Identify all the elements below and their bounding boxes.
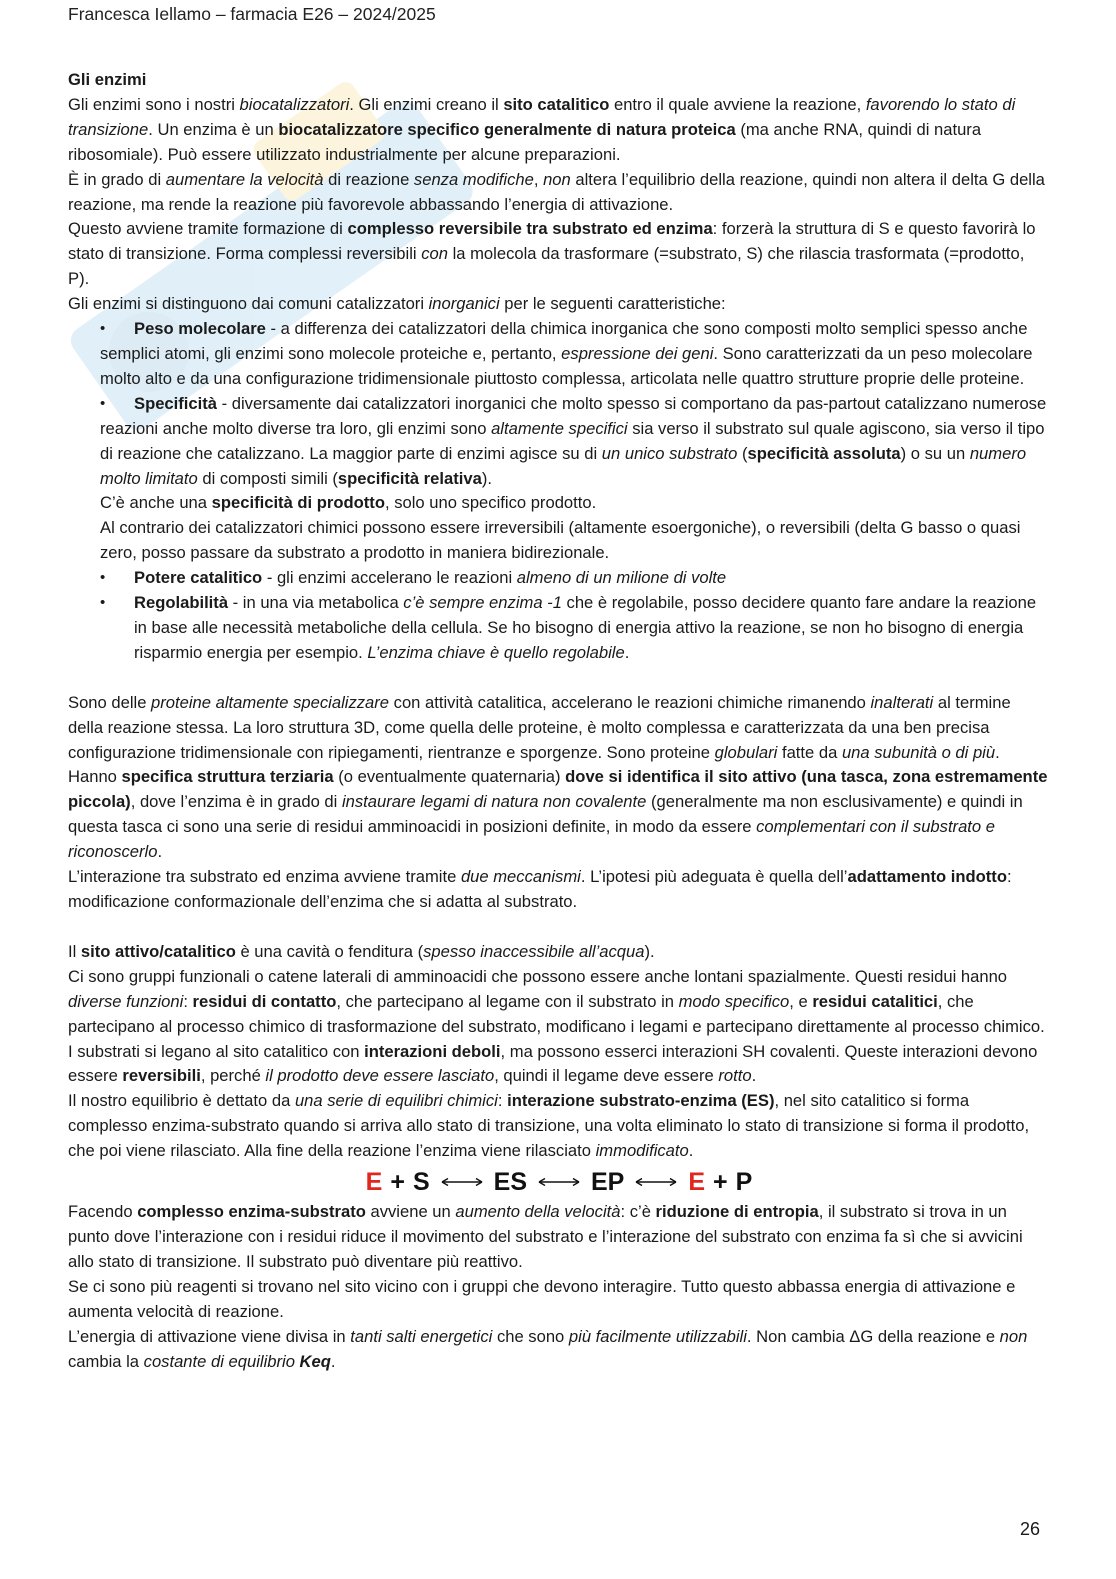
paragraph-5: Sono delle proteine altamente specializzare con attività catalitica, accelerano le reazioni chimiche rimanendo inalterati al termine della reazione stessa. La loro struttura 3D, come quella delle proteine, è molto complessa e caratterizzata da una ben precisa configurazione tridimensionale con ripiegamenti, rientranze e sporgenze. Sono proteine globulari fatte da una subunità o di più. Hanno specifica struttura terziaria (o eventualmente quaternaria) dove si identifica il sito attivo (una tasca, zona estremamente piccola), dove l’enzima è in grado di instaurare legami di natura non covalente (generalmente ma non esclusivamente) e quindi in questa tasca ci sono una serie di residui amminoacidi in posizioni definite, in modo da essere complementari con il substrato e riconoscerlo. — [68, 692, 1048, 862]
paragraph-11: Facendo complesso enzima-substrato avviene un aumento della velocità: c’è riduzione di entropia, il substrato si trova in un punto dove l’interazione con i residui riduce il movimento del substrato e l’interazione del substrato con enzima fa sì che si avvicini allo stato di transizione. Il substrato può diventare più reattivo. — [68, 1202, 1023, 1271]
paragraph-1: Gli enzimi sono i nostri biocatalizzatori. Gli enzimi creano il sito catalitico entro il quale avviene la reazione, favorendo lo stato di transizione. Un enzima è un biocatalizzatore specifico generalmente di natura proteica (ma anche RNA, quindi di natura ribosomiale). Può essere utilizzato industrialmente per alcune preparazioni. — [68, 94, 1016, 164]
paragraph-13: L’energia di attivazione viene divisa in tanti salti energetici che sono più facilmente utilizzabili. Non cambia ΔG della reazione e non cambia la costante di equilibrio Keq. — [68, 1326, 1028, 1371]
list-item-potere-catalitico: • Potere catalitico - gli enzimi accelerano le reazioni almeno di un milione di volte — [68, 566, 1050, 591]
double-arrow-icon — [440, 1176, 484, 1188]
paragraph-10: Il nostro equilibrio è dettato da una serie di equilibri chimici: interazione substrato-enzima (ES), nel sito catalitico si forma complesso enzima-substrato quando si arriva allo stato di transizione, una volta eliminato lo stato di transizione si forma il prodotto, che poi viene rilasciato. Alla fine della reazione l’enzima viene rilasciato immodificato. — [68, 1091, 1030, 1161]
list-item-regolabilita: • Regolabilità - in una via metabolica c’è sempre enzima -1 che è regolabile, posso decidere quanto fare andare la reazione in base alle necessità metaboliche della cellula. Se ho bisogno di energia attivo la reazione, se non ho bisogno di energia risparmio energia per esempio. L’enzima chiave è quello regolabile. — [68, 591, 1050, 666]
section-title: Gli enzimi — [68, 70, 147, 89]
eq-product: P — [735, 1167, 753, 1196]
paragraph-7: Il sito attivo/catalitico è una cavità o fenditura (spesso inaccessibile all’acqua). — [68, 941, 655, 961]
paragraph-3: Questo avviene tramite formazione di complesso reversibile tra substrato ed enzima: forzerà la struttura di S e questo favorirà lo stato di transizione. Forma complessi reversibili con la molecola da trasformare (=substrato, S) che rilascia trasformata (=prodotto, P). — [68, 219, 1036, 289]
paragraph-4: Gli enzimi si distinguono dai comuni catalizzatori inorganici per le seguenti caratteristiche: — [68, 294, 726, 314]
double-arrow-icon — [537, 1176, 581, 1188]
page-number: 26 — [1020, 1519, 1041, 1539]
page-header: Francesca Iellamo – farmacia E26 – 2024/2025 — [68, 4, 436, 24]
eq-substrate: S — [412, 1167, 430, 1196]
eq-es-complex: ES — [493, 1167, 527, 1196]
paragraph-12: Se ci sono più reagenti si trovano nel sito vicino con i gruppi che devono interagire. Tutto questo abbassa energia di attivazione e aumenta velocità di reazione. — [68, 1276, 1016, 1321]
characteristics-list — [68, 317, 1050, 666]
list-item-peso-molecolare: • Peso molecolare - a differenza dei catalizzatori della chimica inorganica che sono composti molto semplici spesso anche semplici atomi, gli enzimi sono molecole proteiche e, pertanto, espressione dei geni. Sono caratterizzati da un peso molecolare molto alto e da una configurazione tridimensionale piuttosto complessa, articolata nelle quattro strutture proprie delle proteine. — [68, 317, 1050, 392]
eq-plus-1: + — [390, 1167, 405, 1196]
paragraph-9: I substrati si legano al sito catalitico con interazioni deboli, ma possono esserci interazioni SH covalenti. Queste interazioni devono essere reversibili, perché il prodotto deve essere lasciato, quindi il legame deve essere rotto. — [68, 1041, 1038, 1086]
eq-ep-complex: EP — [591, 1167, 625, 1196]
eq-plus-2: + — [713, 1167, 728, 1196]
double-arrow-icon — [634, 1176, 678, 1188]
eq-enzyme-1: E — [365, 1167, 383, 1196]
list-item-specificita: • Specificità - diversamente dai catalizzatori inorganici che molto spesso si comportano da pas-partout catalizzano numerose reazioni anche molto diverse tra loro, gli enzimi sono altamente specifici sia verso il substrato sul quale agiscono, sia verso il tipo di reazione che catalizzano. La maggior parte di enzimi agisce su di un unico substrato (specificità assoluta) o su un numero molto limitato di composti simili (specificità relativa). C’è anche una specificità di prodotto, solo uno specifico prodotto. Al contrario dei catalizzatori chimici possono essere irreversibili (altamente esoergoniche), o reversibili (delta G basso o quasi zero, posso passare da substrato a prodotto in maniera bidirezionale. — [68, 392, 1050, 566]
paragraph-6: L’interazione tra substrato ed enzima avviene tramite due meccanismi. L’ipotesi più adeguata è quella dell’adattamento indotto: modificazione conformazionale dell’enzima che si adatta al substrato. — [68, 867, 1012, 911]
eq-enzyme-2: E — [688, 1167, 706, 1196]
document-body — [68, 68, 1050, 1374]
paragraph-2: È in grado di aumentare la velocità di reazione senza modifiche, non altera l’equilibrio della reazione, quindi non altera il delta G della reazione, ma rende la reazione più favorevole abbassando l’energia di attivazione. — [68, 169, 1045, 214]
reaction-equation — [68, 1166, 1050, 1198]
paragraph-8: Ci sono gruppi funzionali o catene laterali di amminoacidi che possono essere anche lontani spazialmente. Questi residui hanno diverse funzioni: residui di contatto, che partecipano al legame con il substrato in modo specifico, e residui catalitici, che partecipano al processo chimico di trasformazione del substrato, modificano i legami e partecipano direttamente al processo chimico. — [68, 966, 1045, 1036]
